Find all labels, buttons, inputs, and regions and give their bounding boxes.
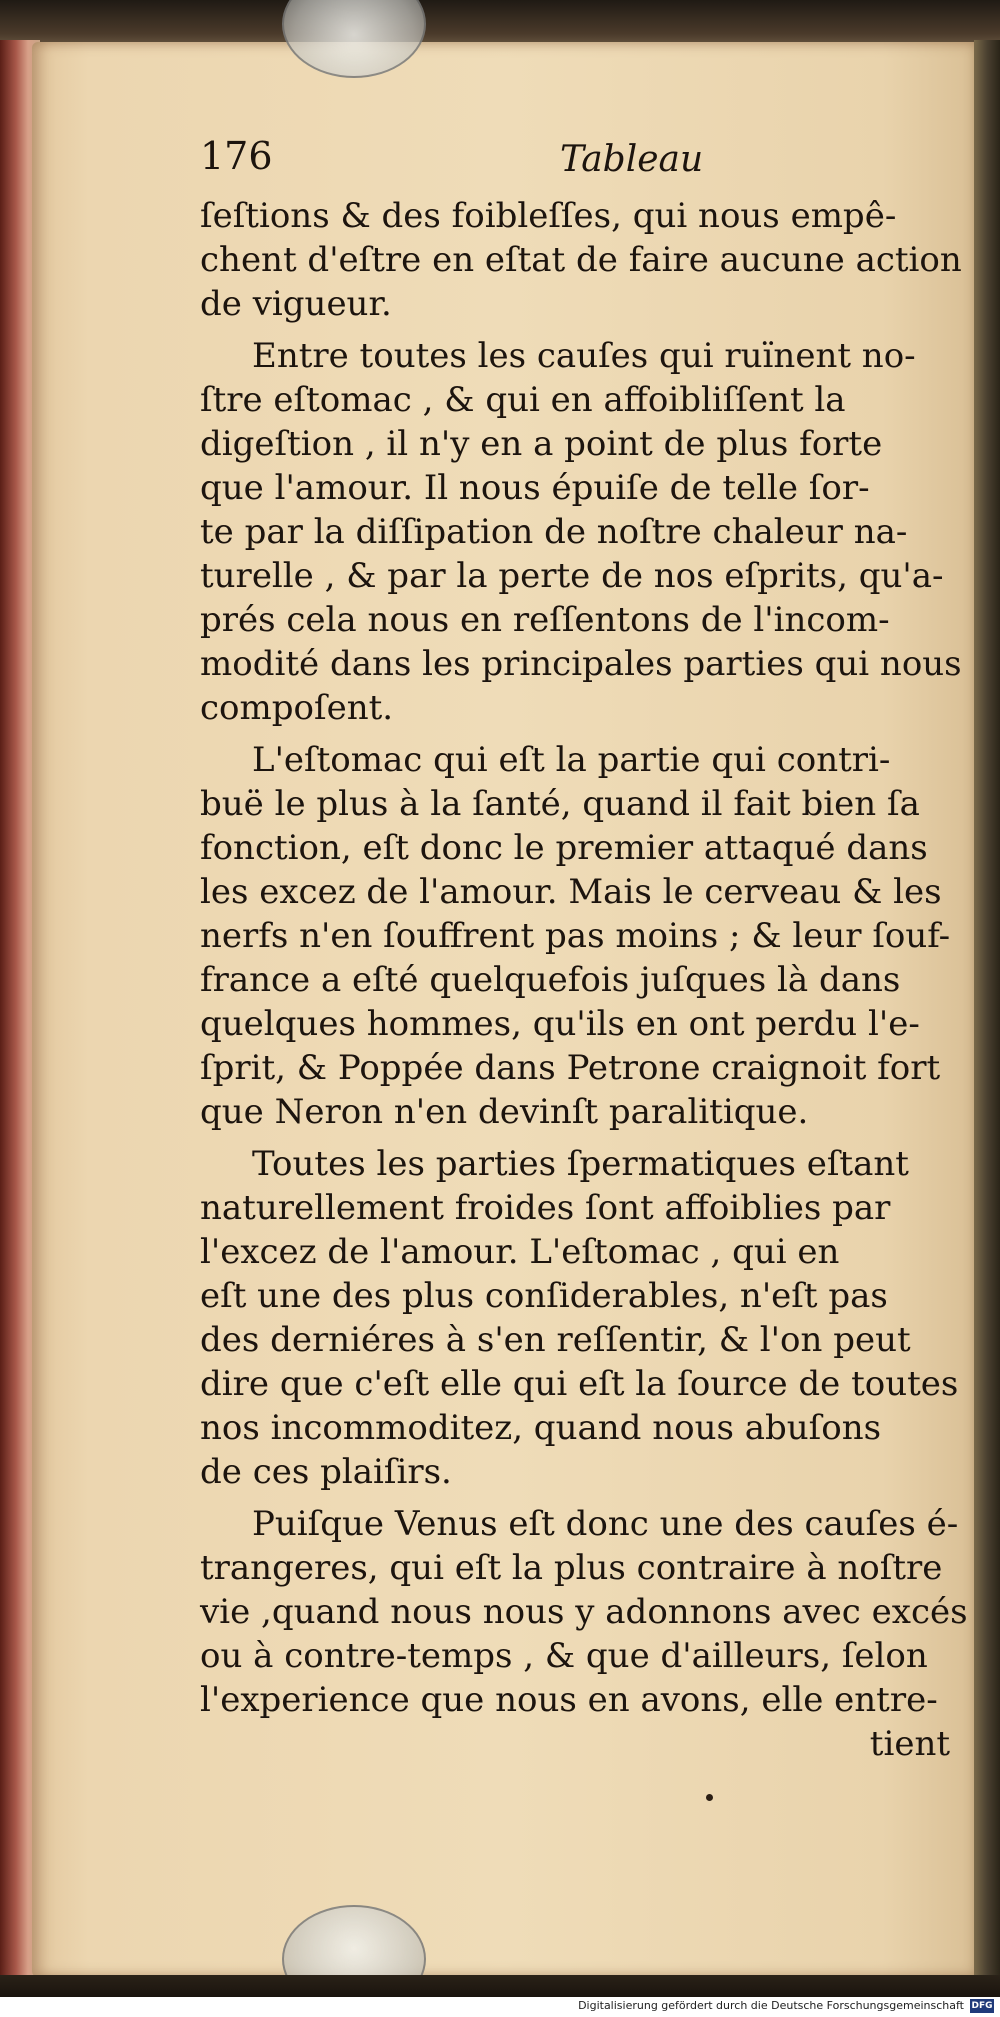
text-line: compoſent. <box>200 688 394 728</box>
paragraph-1 <box>200 194 980 326</box>
text-line: ſprit, & Poppée dans Petrone craignoit fort <box>200 1048 941 1088</box>
page-text <box>200 130 980 1766</box>
text-line: Toutes les parties ſpermatiques eſtant <box>252 1144 909 1184</box>
paragraph-3 <box>200 738 980 1134</box>
page-header <box>200 130 980 194</box>
text-line: turelle , & par la perte de nos eſprits, qu'a- <box>200 556 944 596</box>
text-line: nerfs n'en ſouffrent pas moins ; & leur ſouf- <box>200 916 951 956</box>
paragraph-5 <box>200 1502 980 1722</box>
text-line: modité dans les principales parties qui nous <box>200 644 962 684</box>
text-line: france a eſté quelquefois juſques là dans <box>200 960 901 1000</box>
text-line: quelques hommes, qu'ils en ont perdu l'e- <box>200 1004 920 1044</box>
text-line: eſt une des plus conſiderables, n'eſt pas <box>200 1276 888 1316</box>
text-line: dire que c'eſt elle qui eſt la ſource de toutes <box>200 1364 959 1404</box>
book-bottom-edge <box>0 1975 1000 1997</box>
text-line: les excez de l'amour. Mais le cerveau & les <box>200 872 942 912</box>
catchword: tient <box>869 1724 950 1764</box>
text-line: nos incommoditez, quand nous abuſons <box>200 1408 882 1448</box>
text-line: prés cela nous en reſſentons de l'incom- <box>200 600 890 640</box>
text-line: que Neron n'en devinſt paralitique. <box>200 1092 809 1132</box>
text-line: Entre toutes les cauſes qui ruïnent no- <box>252 336 916 376</box>
text-line: L'eſtomac qui eſt la partie qui contri- <box>252 740 891 780</box>
printing-mark <box>706 1794 713 1801</box>
dfg-logo: DFG <box>971 2001 993 2011</box>
text-line: ſtre eſtomac , & qui en affoibliſſent la <box>200 380 846 420</box>
text-line: que l'amour. Il nous épuiſe de telle ſor- <box>200 468 870 508</box>
text-line: Puiſque Venus eſt donc une des cauſes é- <box>252 1504 959 1544</box>
text-line: trangeres, qui eſt la plus contraire à noſtre <box>200 1548 943 1588</box>
page-number: 176 <box>200 134 273 178</box>
text-line: ou à contre-temps , & que d'ailleurs, ſelon <box>200 1636 928 1676</box>
text-line: fonction, eſt donc le premier attaqué dans <box>200 828 928 868</box>
footer-credit: Digitalisierung gefördert durch die Deutsche Forschungsgemeinschaft <box>578 1999 964 2012</box>
paragraph-2 <box>200 334 980 730</box>
text-line: l'excez de l'amour. L'eſtomac , qui en <box>200 1232 840 1272</box>
text-line: te par la diſſipation de noſtre chaleur na- <box>200 512 908 552</box>
text-line: l'experience que nous en avons, elle entre- <box>200 1680 938 1720</box>
running-title: Tableau <box>560 139 704 180</box>
text-line: vie ,quand nous nous y adonnons avec excés <box>200 1592 968 1632</box>
text-line: de vigueur. <box>200 284 392 324</box>
text-line: de ces plaiſirs. <box>200 1452 452 1492</box>
book-top-edge <box>0 0 1000 48</box>
text-line: naturellement froides ſont affoiblies par <box>200 1188 891 1228</box>
text-line: ſeſtions & des foibleſſes, qui nous empê- <box>200 196 897 236</box>
text-line: buë le plus à la ſanté, quand il fait bien ſa <box>200 784 920 824</box>
text-line: des derniéres à s'en reſſentir, & l'on peut <box>200 1320 911 1360</box>
footer-bar <box>0 1997 1000 2017</box>
text-line: chent d'eſtre en eſtat de faire aucune action <box>200 240 962 280</box>
text-line: digeſtion , il n'y en a point de plus forte <box>200 424 883 464</box>
paragraph-4 <box>200 1142 980 1494</box>
